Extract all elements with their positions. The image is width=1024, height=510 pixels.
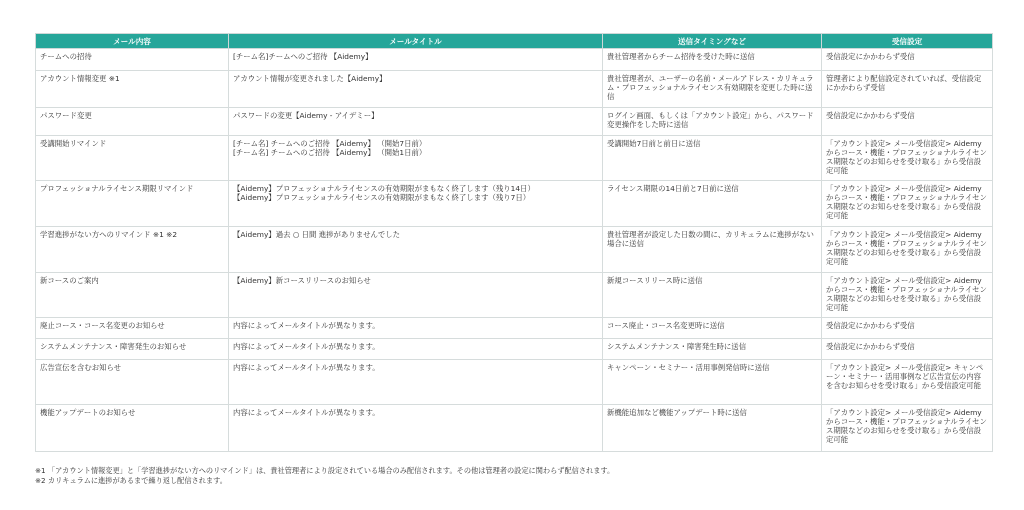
table-row	[36, 360, 993, 405]
table-row	[36, 49, 993, 71]
cell-mail-content: パスワード変更	[36, 108, 229, 136]
table-row	[36, 108, 993, 136]
mail-title-line: パスワードの変更【Aidemy - アイデミー】	[233, 111, 379, 120]
cell-mail-content: 受講開始リマインド	[36, 136, 229, 181]
cell-receive-setting: 管理者により配信設定されていれば、受信設定にかかわらず受信	[822, 71, 993, 108]
email-list-container	[35, 33, 992, 452]
mail-title-line: 【Aidemy】新コースリリースのお知らせ	[233, 276, 371, 285]
cell-mail-content: アカウント情報変更 ※1	[36, 71, 229, 108]
cell-mail-title	[229, 273, 603, 318]
cell-receive-setting: 「アカウント設定> メール受信設定> Aidemyからコース・機能・プロフェッショナルライセンス期限などのお知らせを受け取る」から受信設定可能	[822, 227, 993, 273]
cell-receive-setting: 「アカウント設定> メール受信設定> Aidemyからコース・機能・プロフェッショナルライセンス期限などのお知らせを受け取る」から受信設定可能	[822, 136, 993, 181]
cell-send-timing: キャンペーン・セミナー・活用事例発信時に送信	[603, 360, 822, 405]
mail-title-line: [チーム名]チームへのご招待 【Aidemy】	[233, 52, 373, 61]
cell-send-timing: 新規コースリリース時に送信	[603, 273, 822, 318]
mail-title-line: 【Aidemy】プロフェッショナルライセンスの有効期限がまもなく終了します（残り7日）	[233, 193, 531, 202]
cell-mail-content: チームへの招待	[36, 49, 229, 71]
header-mail-content: メール内容	[36, 34, 229, 49]
header-mail-title: メールタイトル	[229, 34, 603, 49]
table-row	[36, 339, 993, 360]
table-row	[36, 273, 993, 318]
table-row	[36, 181, 993, 227]
cell-send-timing: 貴社管理者が、ユーザーの名前・メールアドレス・カリキュラム・プロフェッショナルライセンス有効期限を変更した時に送信	[603, 71, 822, 108]
mail-title-line: 内容によってメールタイトルが異なります。	[233, 321, 380, 330]
cell-receive-setting: 「アカウント設定> メール受信設定> Aidemyからコース・機能・プロフェッショナルライセンス期限などのお知らせを受け取る」から受信設定可能	[822, 181, 993, 227]
table-row	[36, 318, 993, 339]
cell-send-timing: 貴社管理者からチーム招待を受けた時に送信	[603, 49, 822, 71]
cell-mail-title	[229, 181, 603, 227]
table-row	[36, 405, 993, 452]
cell-mail-content: 機能アップデートのお知らせ	[36, 405, 229, 452]
cell-send-timing: 受講開始7日前と前日に送信	[603, 136, 822, 181]
email-notification-table	[35, 33, 993, 452]
cell-send-timing: ログイン画面、もしくは「アカウント設定」から、パスワード変更操作をした時に送信	[603, 108, 822, 136]
footnote-2: ※2 カリキュラムに進捗があるまで繰り返し配信されます。	[35, 475, 227, 485]
mail-title-line: 【Aidemy】プロフェッショナルライセンスの有効期限がまもなく終了します（残り14日）	[233, 184, 535, 193]
table-row	[36, 136, 993, 181]
table-row	[36, 227, 993, 273]
mail-title-line: アカウント情報が変更されました【Aidemy】	[233, 74, 387, 83]
cell-mail-title	[229, 339, 603, 360]
cell-send-timing: 貴社管理者が設定した日数の間に、カリキュラムに進捗がない場合に送信	[603, 227, 822, 273]
cell-mail-title	[229, 136, 603, 181]
mail-title-line: 【Aidemy】過去 ○ 日間 進捗がありませんでした	[233, 230, 401, 239]
mail-title-line: 内容によってメールタイトルが異なります。	[233, 342, 380, 351]
cell-mail-content: プロフェッショナルライセンス期限リマインド	[36, 181, 229, 227]
cell-receive-setting: 受信設定にかかわらず受信	[822, 49, 993, 71]
cell-receive-setting: 「アカウント設定> メール受信設定> Aidemyからコース・機能・プロフェッショナルライセンス期限などのお知らせを受け取る」から受信設定可能	[822, 405, 993, 452]
cell-mail-content: システムメンテナンス・障害発生のお知らせ	[36, 339, 229, 360]
cell-send-timing: ライセンス期限の14日前と7日前に送信	[603, 181, 822, 227]
mail-title-line: 内容によってメールタイトルが異なります。	[233, 408, 380, 417]
header-receive-setting: 受信設定	[822, 34, 993, 49]
mail-title-line: [チーム名] チームへのご招待 【Aidemy】 （開始1日前）	[233, 148, 427, 157]
cell-receive-setting: 受信設定にかかわらず受信	[822, 108, 993, 136]
footnotes	[35, 466, 614, 485]
cell-mail-title	[229, 318, 603, 339]
cell-send-timing: 新機能追加など機能アップデート時に送信	[603, 405, 822, 452]
cell-receive-setting: 受信設定にかかわらず受信	[822, 339, 993, 360]
header-send-timing: 送信タイミングなど	[603, 34, 822, 49]
cell-mail-content: 新コースのご案内	[36, 273, 229, 318]
cell-mail-content: 広告宣伝を含むお知らせ	[36, 360, 229, 405]
cell-mail-title	[229, 360, 603, 405]
mail-title-line: 内容によってメールタイトルが異なります。	[233, 363, 380, 372]
cell-receive-setting: 受信設定にかかわらず受信	[822, 318, 993, 339]
cell-receive-setting: 「アカウント設定> メール受信設定> キャンペーン・セミナー・活用事例など広告宣伝の内容を含むお知らせを受け取る」から受信設定可能	[822, 360, 993, 405]
cell-mail-title	[229, 108, 603, 136]
footnote-1: ※1 「アカウント情報変更」と「学習進捗がない方へのリマインド」は、貴社管理者により設定されている場合のみ配信されます。その他は管理者の設定に関わらず配信されます。	[35, 466, 615, 475]
cell-send-timing: システムメンテナンス・障害発生時に送信	[603, 339, 822, 360]
cell-mail-title	[229, 49, 603, 71]
cell-send-timing: コース廃止・コース名変更時に送信	[603, 318, 822, 339]
cell-mail-title	[229, 405, 603, 452]
cell-receive-setting: 「アカウント設定> メール受信設定> Aidemyからコース・機能・プロフェッショナルライセンス期限などのお知らせを受け取る」から受信設定可能	[822, 273, 993, 318]
table-row	[36, 71, 993, 108]
cell-mail-title	[229, 71, 603, 108]
mail-title-line: [チーム名] チームへのご招待 【Aidemy】 （開始7日前）	[233, 139, 427, 148]
cell-mail-content: 廃止コース・コース名変更のお知らせ	[36, 318, 229, 339]
cell-mail-content: 学習進捗がない方へのリマインド ※1 ※2	[36, 227, 229, 273]
cell-mail-title	[229, 227, 603, 273]
table-header-row	[36, 34, 993, 49]
